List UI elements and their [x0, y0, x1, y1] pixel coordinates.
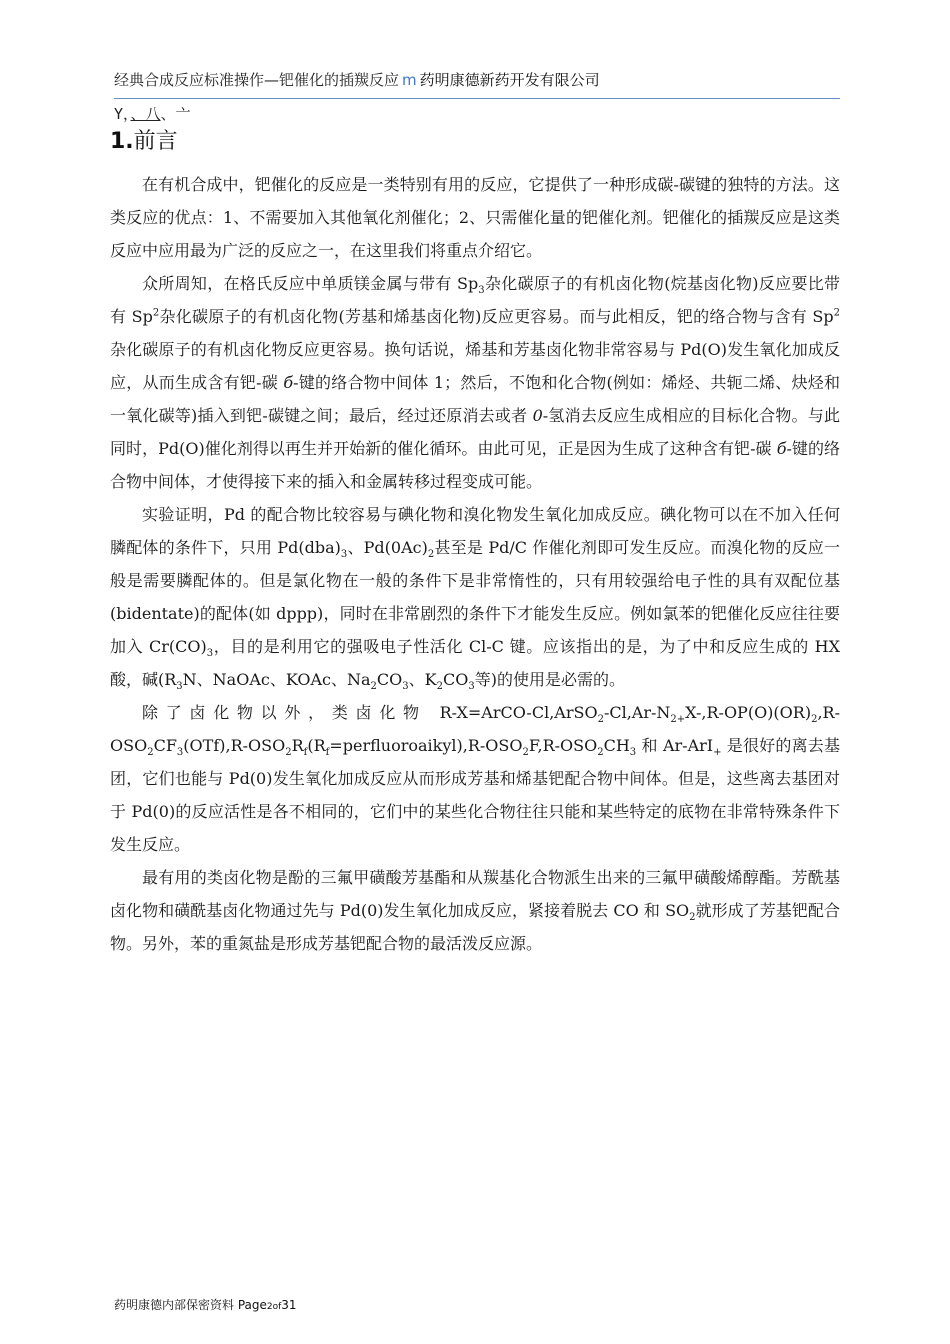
paragraph-4: 除了卤化物以外，类卤化物 $R-X=ArCO-Cl,ArSO_2-Cl,Ar-N_{2+}X-,R-OP(O)(OR)_2,R-OSO_2CF_3(OTf),R-OSO_2R_f(R_f=perfluoroaikyl),R-OSO_2F,R-OSO_2CH_3$ 和 Ar-ArI$_+$ 是很好的离去基团，它们也能与 Pd(0)发生氧化加成反应从而形成芳基和烯基钯配合物中间体。但是，这些离去基团对于 Pd(0)的反应活性是各不相同的，它们中的某些化合物往往只能和某些特定的底物在非常特殊条件下发生反应。 — [110, 703, 840, 854]
document-body — [110, 168, 840, 960]
toc-prefix: Y， — [114, 105, 131, 123]
paragraph-2: 众所周知，在格氏反应中单质镁金属与带有 $Sp_3$杂化碳原子的有机卤化物(烷基卤化物)反应要比带有 Sp$^2$杂化碳原子的有机卤化物(芳基和烯基卤化物)反应更容易。而与此相反，钯的络合物与含有 Sp$^2$杂化碳原子的有机卤化物反应更容易。换句话说，烯基和芳基卤化物非常容易与 Pd(O)发生氧化加成反应，从而生成含有钯-碳 б-键的络合物中间体 1；然后，不饱和化合物(例如：烯烃、共轭二烯、炔烃和一氧化碳等)插入到钯-碳键之间；最后，经过还原消去或者 0-氢消去反应生成相应的目标化合物。与此同时，Pd(O)催化剂得以再生并开始新的催化循环。由此可见，正是因为生成了这种含有钯-碳 б-键的络合物中间体，才使得接下来的插入和金属转移过程变成可能。 — [110, 274, 841, 491]
section-number: 1. — [110, 129, 134, 154]
footer-page-total: 31 — [281, 1298, 297, 1312]
paragraph-1: 在有机合成中，钯催化的反应是一类特别有用的反应，它提供了一种形成碳-碳键的独特的方法。这类反应的优点：1、不需要加入其他氧化剂催化；2、只需催化量的钯催化剂。钯催化的插羰反应是这类反应中应用最为广泛的反应之一，在这里我们将重点介绍它。 — [110, 175, 840, 260]
header-separator: m — [402, 71, 417, 89]
paragraph-3: 实验证明，Pd 的配合物比较容易与碘化物和溴化物发生氧化加成反应。碘化物可以在不加入任何膦配体的条件下，只用 $Pd(dba)_3$、$Pd(0Ac)_2$甚至是 Pd/C 作催化剂即可发生反应。而溴化物的反应一般是需要膦配体的。但是氯化物在一般的条件下是非常惰性的，只有用较强给电子性的具有双配位基(bidentate)的配体(如 dppp)，同时在非常剧烈的条件下才能发生反应。例如氯苯的钯催化反应往往要加入 $Cr(CO)_3$，目的是利用它的强吸电子性活化 Cl-C 键。应该指出的是，为了中和反应生成的 HX 酸，碱($R_3N$、NaOAc、KOAc、$Na_2CO_3$、$K_2CO_3$等)的使用是必需的。 — [110, 505, 840, 693]
header-title: 经典合成反应标准操作—钯催化的插羰反应 — [114, 71, 400, 89]
footer-label: 药明康德内部保密资料 Page — [114, 1298, 267, 1312]
footer-of: of — [272, 1302, 282, 1312]
page-footer — [114, 1296, 297, 1316]
section-heading — [110, 127, 178, 157]
page-header — [114, 68, 840, 99]
toc-fragment — [114, 103, 191, 125]
toc-link[interactable]: 、八 — [130, 105, 161, 123]
header-company: 药明康德新药开发有限公司 — [419, 71, 600, 89]
toc-suffix: 、亠 — [160, 105, 191, 123]
footer-page-number: 2 — [266, 1302, 273, 1312]
paragraph-5: 最有用的类卤化物是酚的三氟甲磺酸芳基酯和从羰基化合物派生出来的三氟甲磺酸烯醇酯。芳酰基卤化物和磺酰基卤化物通过先与 Pd(0)发生氧化加成反应，紧接着脱去 CO 和 $SO_2$就形成了芳基钯配合物。另外，苯的重氮盐是形成芳基钯配合物的最活泼反应源。 — [110, 868, 840, 953]
section-title: 前言 — [133, 129, 178, 154]
